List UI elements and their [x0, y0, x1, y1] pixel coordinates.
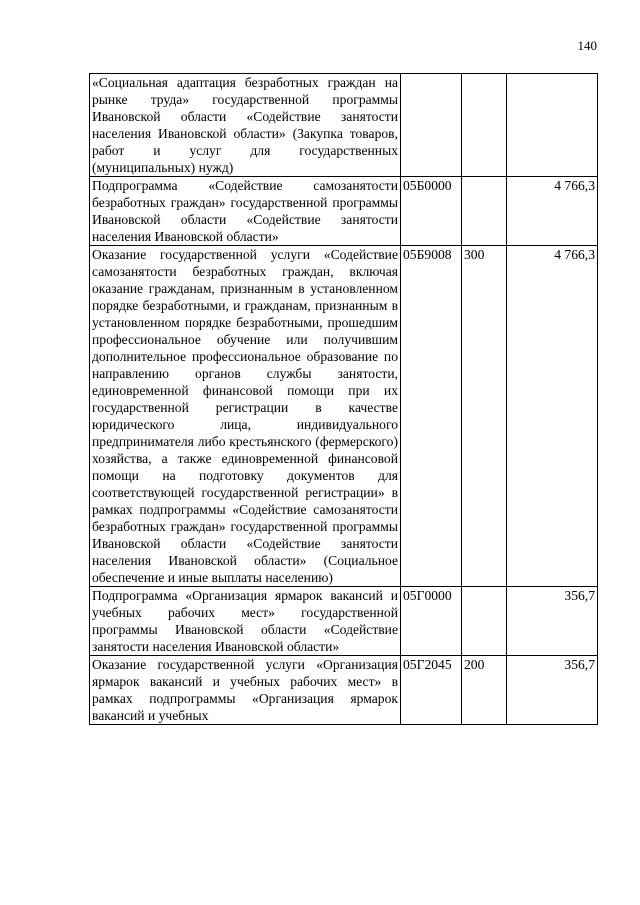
table-row: [90, 587, 598, 656]
row-code: 05Г2045: [401, 656, 462, 725]
row-amount: [507, 74, 598, 177]
row-expense-type: 300: [462, 246, 507, 587]
budget-table: [89, 73, 598, 725]
row-amount: 356,7: [507, 656, 598, 725]
row-code: 05Б0000: [401, 177, 462, 246]
row-amount: 4 766,3: [507, 177, 598, 246]
table-row: [90, 177, 598, 246]
row-expense-type: [462, 74, 507, 177]
table-row: [90, 74, 598, 177]
row-amount: 356,7: [507, 587, 598, 656]
row-description: Подпрограмма «Организация ярмарок вакансий и учебных рабочих мест» государственной программы Ивановской области «Содействие занятости населения Ивановской области»: [90, 587, 401, 656]
row-description: «Социальная адаптация безработных граждан на рынке труда» государственной программы Ивановской области «Содействие занятости населения Ивановской области» (Закупка товаров, работ и услуг для государственных (муниципальных) нужд): [90, 74, 401, 177]
page-number: 140: [577, 38, 597, 53]
row-code: 05Б9008: [401, 246, 462, 587]
table-row: [90, 656, 598, 725]
row-description: Подпрограмма «Содействие самозанятости безработных граждан» государственной программы Ивановской области «Содействие занятости населения Ивановской области»: [90, 177, 401, 246]
row-description: Оказание государственной услуги «Организация ярмарок вакансий и учебных рабочих мест» в рамках подпрограммы «Организация ярмарок вакансий и учебных: [90, 656, 401, 725]
row-expense-type: [462, 587, 507, 656]
table-row: [90, 246, 598, 587]
row-code: 05Г0000: [401, 587, 462, 656]
row-expense-type: 200: [462, 656, 507, 725]
row-expense-type: [462, 177, 507, 246]
row-description: Оказание государственной услуги «Содействие самозанятости безработных граждан, включая оказание гражданам, признанным в установленном порядке безработными, и гражданам, признанным в установленном порядке безработными, прошедшим профессиональное обучение или получившим дополнительное профессиональное образование по направлению органов службы занятости, единовременной финансовой помощи при их государственной регистрации в качестве юридического лица, индивидуального предпринимателя либо крестьянского (фермерского) хозяйства, а также единовременной финансовой помощи на подготовку документов для соответствующей государственной регистрации» в рамках подпрограммы «Содействие самозанятости безработных граждан» государственной программы Ивановской области «Содействие занятости населения Ивановской области» (Социальное обеспечение и иные выплаты населению): [90, 246, 401, 587]
row-code: [401, 74, 462, 177]
row-amount: 4 766,3: [507, 246, 598, 587]
